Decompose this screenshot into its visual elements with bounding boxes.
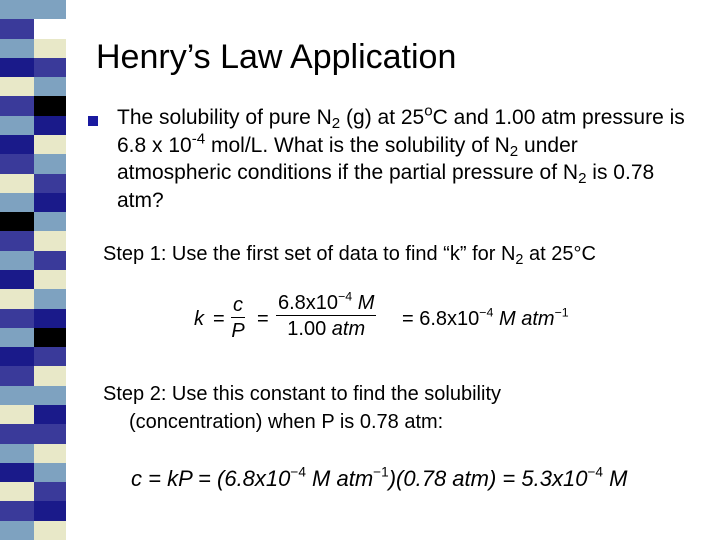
stripe-tile	[34, 135, 66, 155]
stripe-tile	[34, 405, 66, 425]
stripe-tile	[34, 174, 66, 194]
stripe-tile	[34, 0, 66, 20]
stripe-tile	[0, 366, 34, 386]
step-1-text: Step 1: Use the first set of data to find “k” for $N_2$ at 25°C	[103, 243, 596, 269]
stripe-tile	[34, 19, 66, 39]
stripe-tile	[0, 521, 34, 540]
eq-equals-1: =	[213, 308, 225, 330]
step-2-line-1: Step 2: Use this constant to find the solubility	[103, 383, 501, 405]
stripe-tile	[34, 270, 66, 290]
stripe-tile	[0, 501, 34, 521]
stripe-tile	[0, 386, 34, 406]
stripe-tile	[34, 154, 66, 174]
stripe-tile	[34, 521, 66, 540]
stripe-tile	[34, 366, 66, 386]
fraction-values: $6.8x10^{-4}$ M 1.00 atm	[278, 289, 375, 340]
stripe-tile	[34, 347, 66, 367]
eq-k: k	[194, 308, 204, 330]
henry-constant-equation	[194, 290, 614, 352]
stripe-tile	[34, 482, 66, 502]
stripe-tile	[34, 463, 66, 483]
stripe-tile	[0, 0, 34, 20]
stripe-tile	[34, 309, 66, 329]
stripe-tile	[34, 212, 66, 232]
stripe-tile	[0, 231, 34, 251]
stripe-tile	[0, 328, 34, 348]
stripe-tile	[0, 405, 34, 425]
square-bullet-icon	[88, 116, 98, 126]
step-2-text	[103, 380, 663, 436]
stripe-tile	[0, 174, 34, 194]
stripe-tile	[0, 19, 34, 39]
stripe-tile	[34, 96, 66, 116]
eq-equals-2: =	[257, 308, 269, 330]
stripe-tile	[0, 270, 34, 290]
stripe-tile	[0, 444, 34, 464]
stripe-tile	[0, 154, 34, 174]
stripe-tile	[0, 77, 34, 97]
stripe-tile	[0, 347, 34, 367]
problem-statement: The solubility of pure $N_2$ (g) at 25$^o$C and 1.00 atm pressure is 6.8 x $10^{-4}$ mol/L. What is the solubility of $N_2$ under atmospheric conditions if the partial pressure of $N_2$ is 0.78 atm?	[117, 102, 685, 212]
eq-result: = $6.8x10^{-4}$ M atm$^{-1}$	[402, 305, 569, 330]
fraction-c-over-p: $\frac{c}{P}$	[231, 294, 245, 342]
stripe-tile	[34, 424, 66, 444]
stripe-tile	[0, 424, 34, 444]
stripe-tile	[34, 386, 66, 406]
stripe-tile	[34, 251, 66, 271]
stripe-tile	[0, 193, 34, 213]
solubility-equation: c = kP = ($6.8x10^{-4}$ M atm$^{-1}$)(0.78 $atm) = 5.3x10^{-4}$ M	[131, 464, 628, 491]
stripe-tile	[34, 116, 66, 136]
stripe-tile	[0, 309, 34, 329]
stripe-tile	[34, 58, 66, 78]
stripe-tile	[0, 212, 34, 232]
stripe-tile	[34, 289, 66, 309]
stripe-tile	[0, 463, 34, 483]
stripe-tile	[34, 328, 66, 348]
stripe-tile	[0, 39, 34, 59]
stripe-tile	[34, 501, 66, 521]
stripe-tile	[34, 39, 66, 59]
stripe-tile	[0, 482, 34, 502]
stripe-tile	[0, 116, 34, 136]
stripe-tile	[0, 96, 34, 116]
decorative-side-stripe	[0, 0, 66, 540]
stripe-tile	[34, 444, 66, 464]
stripe-tile	[0, 251, 34, 271]
stripe-tile	[34, 77, 66, 97]
step-2-line-2: (concentration) when P is 0.78 atm:	[129, 411, 444, 433]
slide-title: Henry’s Law Application	[96, 38, 457, 76]
stripe-tile	[34, 231, 66, 251]
stripe-tile	[0, 135, 34, 155]
stripe-tile	[0, 289, 34, 309]
stripe-tile	[0, 58, 34, 78]
stripe-tile	[34, 193, 66, 213]
